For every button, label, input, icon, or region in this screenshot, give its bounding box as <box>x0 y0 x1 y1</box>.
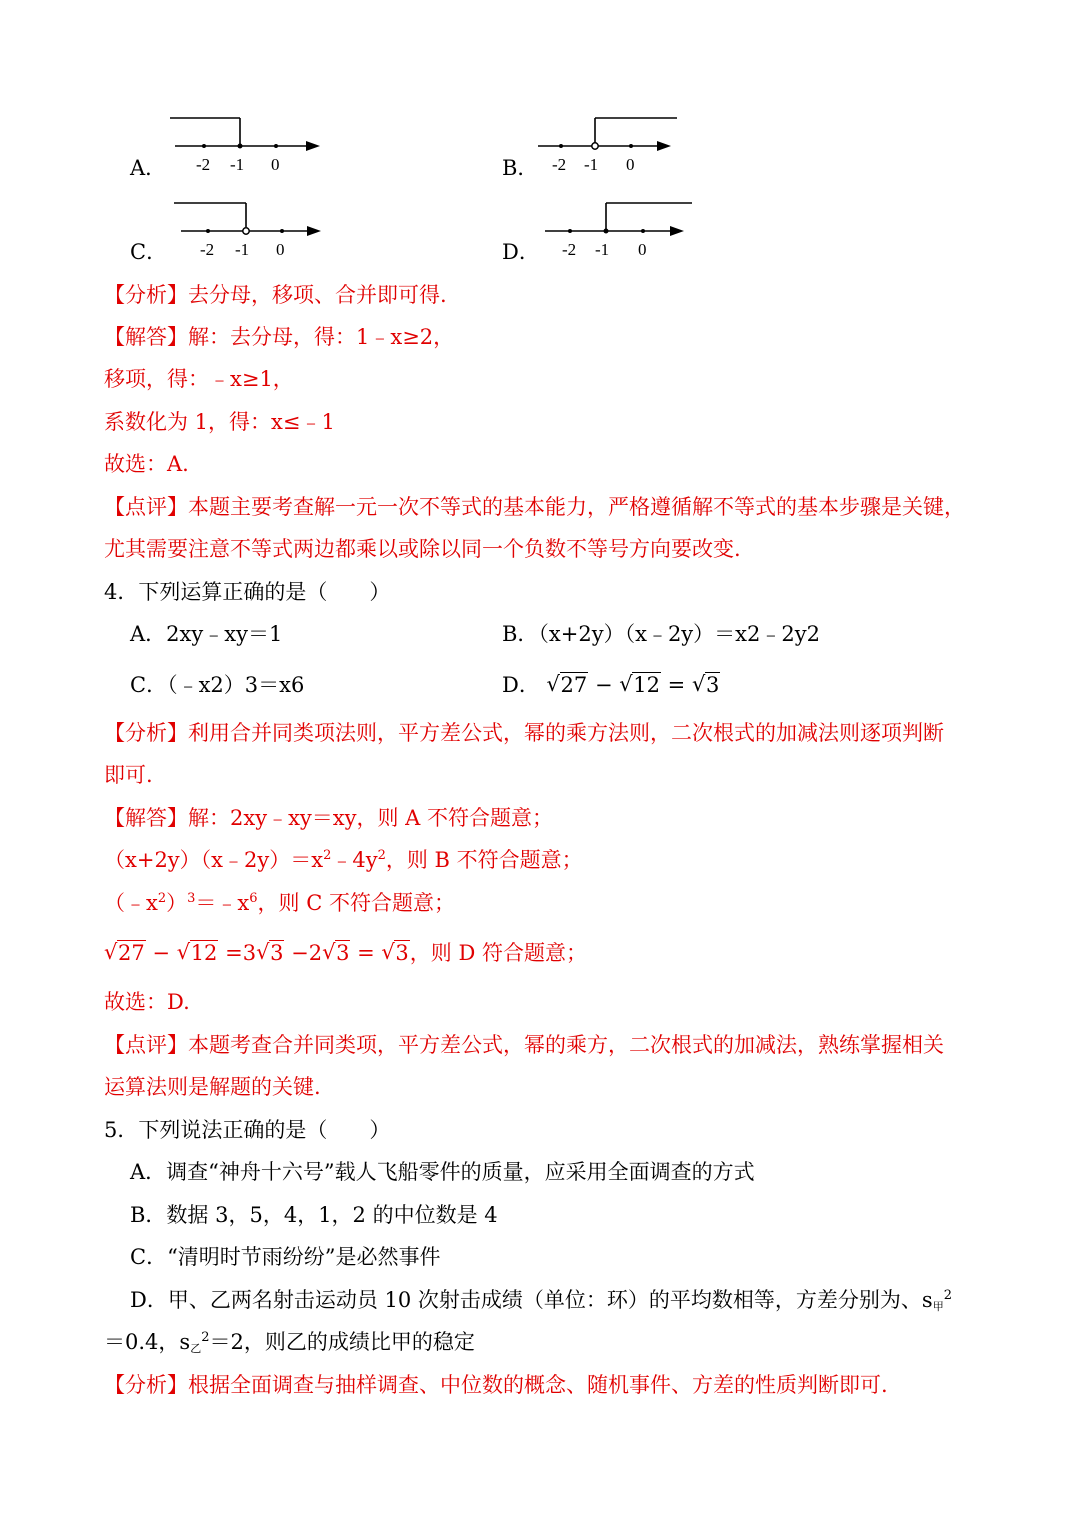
solution-text: 解：去分母，得：1﹣x≥2， <box>188 325 455 349</box>
q5-option-b: B．数据 3，5，4，1，2 的中位数是 4 <box>130 1203 498 1227</box>
q5-analysis <box>104 1370 888 1400</box>
q4-stem: 4．下列运算正确的是（ ） <box>104 580 391 604</box>
q5-stem: 5．下列说法正确的是（ ） <box>104 1118 391 1142</box>
tick-label: -1 <box>595 240 610 259</box>
analysis-text: 利用合并同类项法则，平方差公式，幂的乘方法则，二次根式的加减法则逐项判断 <box>188 721 944 745</box>
q3-answer: 故选：A. <box>104 452 189 476</box>
sqrt-12: √ 12 <box>177 938 219 968</box>
equals-sign: = <box>667 673 686 697</box>
tick-label: -1 <box>584 155 599 174</box>
q3-solution-line-1 <box>104 322 454 352</box>
tick-label: -2 <box>562 240 577 259</box>
sqrt-3: √ 3 <box>692 670 720 700</box>
q4-solution-line-2: $(x+2y)(x﹣2y)=x^2﹣4y^2$，则 B 不符合题意； <box>104 848 583 872</box>
solution-text: 解：2xy﹣xy＝xy，则 A 不符合题意； <box>188 806 553 830</box>
q3-option-a-number-line <box>160 108 330 182</box>
analysis-tag: 【分析】 <box>104 1373 188 1397</box>
q3-solution-line-2: 移项，得：﹣x≥1， <box>104 367 294 391</box>
q4-solution-line-4: √ 27 − √ 12 =3√ 3 −2√ 3 = √ 3，则 D 符合题意； <box>104 938 587 968</box>
sqrt-27: √ 27 <box>104 938 146 968</box>
q3-analysis <box>104 280 447 310</box>
q4-comment-line-1 <box>104 1030 944 1060</box>
q4-option-a: A．2xy﹣xy＝1 <box>130 622 283 646</box>
comment-tag: 【点评】 <box>104 1033 188 1057</box>
q5-option-d-line-2: ＝0.4，$s_乙^2=2$，则乙的成绩比甲的稳定 <box>104 1330 475 1355</box>
tick-label: -2 <box>200 240 215 259</box>
comment-tag: 【点评】 <box>104 495 188 519</box>
minus-sign: − <box>594 673 613 697</box>
tick-label: -1 <box>230 155 245 174</box>
tick-label: 0 <box>638 240 647 259</box>
q5-option-d-line-1: D．甲、乙两名射击运动员 10 次射击成绩（单位：环）的平均数相等，方差分别为、$s_甲^2$ <box>130 1288 952 1313</box>
q5-option-c: C．“清明时节雨纷纷”是必然事件 <box>130 1245 441 1269</box>
tick-label: -1 <box>235 240 250 259</box>
q3-option-d-number-line <box>540 193 710 267</box>
q4-option-b: B．（x+2y）（x﹣2y）＝x2﹣2y2 <box>502 622 820 646</box>
q3-option-a-label: A． <box>130 156 167 180</box>
q4-analysis-line-1 <box>104 718 944 748</box>
q3-solution-line-3: 系数化为 1，得：x≤﹣1 <box>104 410 335 434</box>
sqrt-3: √ 3 <box>322 938 350 968</box>
sqrt-3: √ 3 <box>381 938 409 968</box>
tick-label: -2 <box>196 155 211 174</box>
q4-solution-line-1 <box>104 803 553 833</box>
comment-text: 本题主要考查解一元一次不等式的基本能力，严格遵循解不等式的基本步骤是关键， <box>188 495 965 519</box>
solution-tag: 【解答】 <box>104 325 188 349</box>
q4-solution-line-3: $(﹣x^2)^3=﹣x^6$，则 C 不符合题意； <box>104 891 455 915</box>
sqrt-12: √ 12 <box>619 670 661 700</box>
q3-option-b-number-line <box>533 108 703 182</box>
sqrt-3: √ 3 <box>256 938 284 968</box>
q4-option-c: C．（﹣x2）3＝x6 <box>130 673 305 697</box>
q4-analysis-line-2: 即可. <box>104 763 153 787</box>
q4-answer: 故选：D. <box>104 990 190 1014</box>
solution-tag: 【解答】 <box>104 806 188 830</box>
q3-option-b-label: B． <box>502 156 539 180</box>
tick-label: 0 <box>626 155 635 174</box>
q4-option-d <box>502 670 720 700</box>
tick-label: 0 <box>271 155 280 174</box>
q3-comment-line-2: 尤其需要注意不等式两边都乘以或除以同一个负数不等号方向要改变. <box>104 537 741 561</box>
q3-option-c-number-line <box>166 193 336 267</box>
sqrt-27: √ 27 <box>547 670 589 700</box>
analysis-text: 根据全面调查与抽样调查、中位数的概念、随机事件、方差的性质判断即可. <box>188 1373 888 1397</box>
q3-comment-line-1 <box>104 492 965 522</box>
tick-label: 0 <box>276 240 285 259</box>
tick-label: -2 <box>552 155 567 174</box>
comment-text: 本题考查合并同类项，平方差公式，幂的乘方，二次根式的加减法，熟练掌握相关 <box>188 1033 944 1057</box>
q3-option-c-label: C． <box>130 240 168 264</box>
analysis-text: 去分母，移项、合并即可得. <box>188 283 447 307</box>
q3-option-d-label: D． <box>502 240 540 264</box>
analysis-tag: 【分析】 <box>104 721 188 745</box>
q4-comment-line-2: 运算法则是解题的关键. <box>104 1075 321 1099</box>
option-d-label: D． <box>502 673 540 697</box>
analysis-tag: 【分析】 <box>104 283 188 307</box>
q5-option-a: A．调查“神舟十六号”载人飞船零件的质量，应采用全面调查的方式 <box>130 1160 755 1184</box>
